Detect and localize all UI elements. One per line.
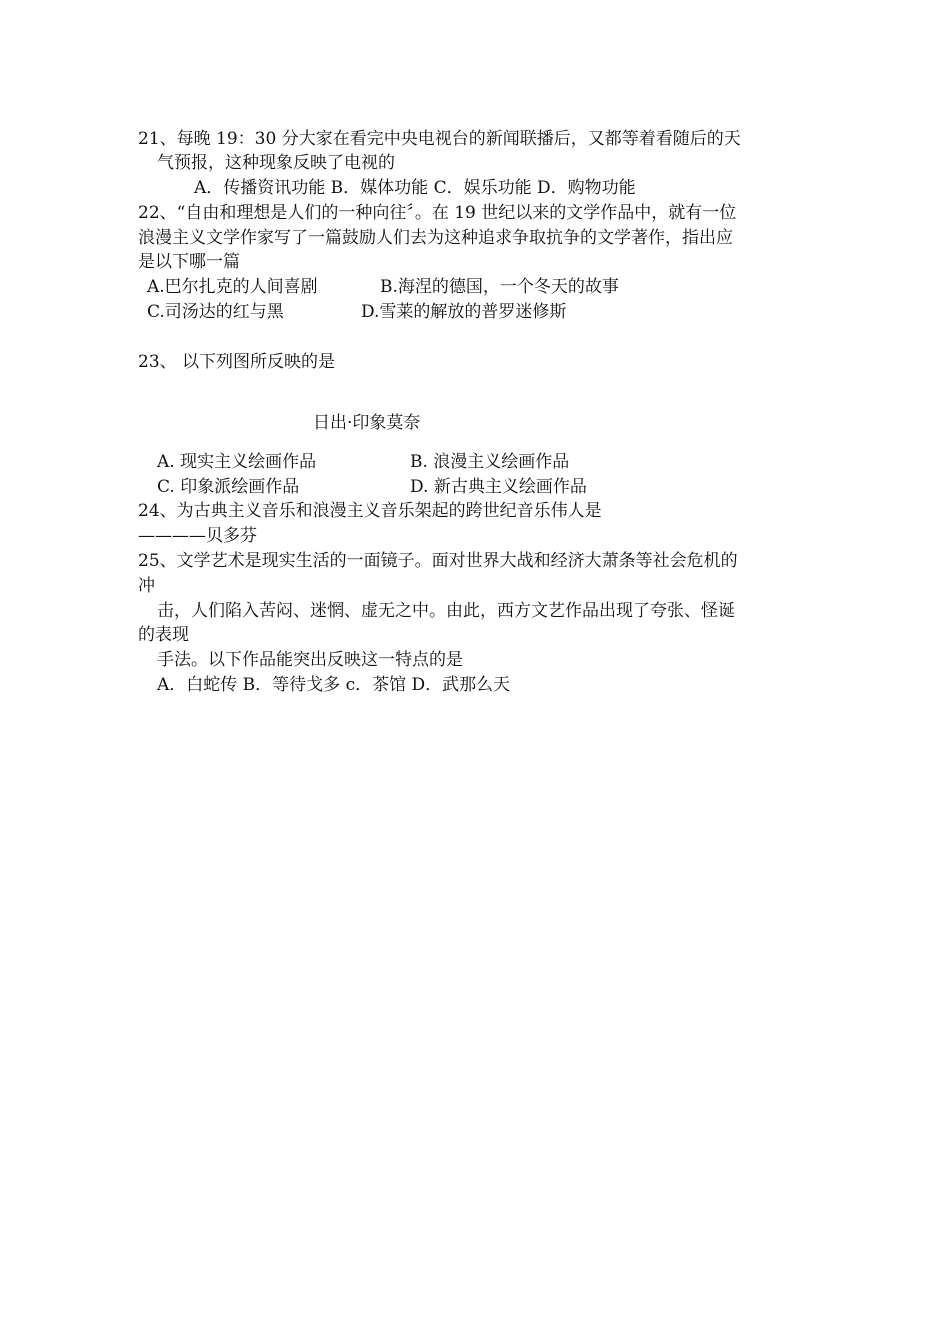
q24-answer: ————贝多芬	[138, 526, 257, 546]
q23-option-c: C. 印象派绘画作品	[157, 477, 300, 497]
q22-option-d: D.雪莱的解放的普罗迷修斯	[361, 302, 567, 322]
q21-stem-line1: 21、每晚 19：30 分大家在看完中央电视台的新闻联播后，又都等着看随后的天	[138, 129, 741, 149]
q25-options: A．白蛇传 B．等待戈多 c．茶馆 D．武那么天	[157, 675, 511, 695]
q23-option-b: B. 浪漫主义绘画作品	[410, 452, 570, 472]
q25-stem-line1: 25、文学艺术是现实生活的一面镜子。面对世界大战和经济大萧条等社会危机的	[138, 551, 738, 571]
q22-option-b: B.海涅的德国，一个冬天的故事	[380, 277, 619, 297]
q24-stem: 24、为古典主义音乐和浪漫主义音乐架起的跨世纪音乐伟人是	[138, 501, 602, 521]
q22-option-a: A.巴尔扎克的人间喜剧	[147, 277, 318, 297]
q25-stem-line4: 的表现	[138, 625, 189, 645]
q23-option-d: D. 新古典主义绘画作品	[410, 477, 587, 497]
q22-stem-line1: 22、“自由和理想是人们的一种向往〞。在 19 世纪以来的文学作品中，就有一位	[138, 203, 737, 223]
q23-stem: 23、 以下列图所反映的是	[138, 352, 336, 372]
q21-options: A．传播资讯功能 B．媒体功能 C．娱乐功能 D．购物功能	[194, 178, 636, 198]
q22-stem-line3: 是以下哪一篇	[138, 252, 240, 272]
q22-option-c: C.司汤达的红与黑	[147, 302, 284, 322]
q25-stem-line5: 手法。以下作品能突出反映这一特点的是	[157, 650, 463, 670]
q21-stem-line2: 气预报，这种现象反映了电视的	[157, 153, 395, 173]
q23-image-caption: 日出·印象莫奈	[313, 413, 421, 433]
q25-stem-line3: 击，人们陷入苦闷、迷惘、虚无之中。由此，西方文艺作品出现了夸张、怪诞	[157, 601, 735, 621]
q22-stem-line2: 浪漫主义文学作家写了一篇鼓励人们去为这种追求争取抗争的文学著作，指出应	[138, 228, 733, 248]
q25-stem-line2: 冲	[138, 576, 155, 596]
q23-option-a: A. 现实主义绘画作品	[157, 452, 317, 472]
